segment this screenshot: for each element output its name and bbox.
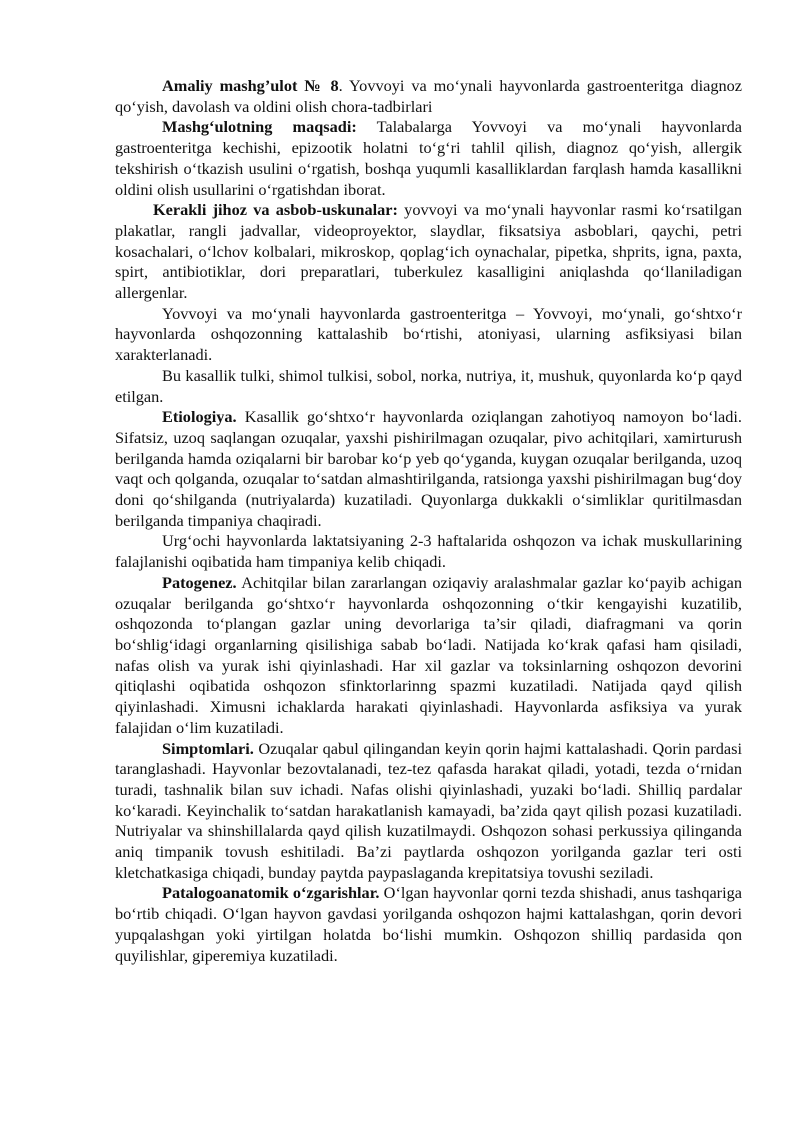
paragraph-text: Bu kasallik tulki, shimol tulkisi, sobol, norka, nutriya, it, mushuk, quyonlarda ko‘p qayd etilgan. [115, 365, 742, 406]
paragraph-species [115, 366, 742, 407]
paragraph-title [115, 76, 742, 117]
paragraph-pathogenesis [115, 573, 742, 739]
paragraph-heading: Kerakli jihoz va asbob-uskunalar: [153, 200, 398, 220]
paragraph-text: Urg‘ochi hayvonlarda laktatsiyaning 2-3 haftalarida oshqozon va ichak muskullarining falajlanishi oqibatida ham timpaniya kelib chiqadi. [115, 531, 742, 572]
paragraph-heading: Amaliy mashg’ulot № 8 [162, 76, 339, 95]
paragraph-text: Talabalarga Yovvoyi va mo‘ynali hayvonlarda gastroenteritga kechishi, epizootik holatni to‘g‘ri tahlil qilish, diagnoz qo‘yish, allergik tekshirish o‘tkazish usulini o‘rgatish, boshqa yuqumli kasalliklardan farqlash hamda kasallikni oldini olish usullarini o‘rgatishdan iborat. [115, 117, 742, 199]
paragraph-symptoms [115, 739, 742, 884]
paragraph-definition [115, 304, 742, 366]
paragraph-text: Kasallik go‘shtxo‘r hayvonlarda oziqlangan zahotiyoq namoyon bo‘ladi. Sifatsiz, uzoq saqlangan ozuqalar, yaxshi pishirilmagan ozuqalar, pivo achitqilari, xamirturush berilganda hamda oziqalarni bir barobar ko‘p yeb qo‘yganda, kuygan ozuqalar berilganda, uzoq vaqt och qolganda, ozuqalar to‘satdan almashtirilganda, ratsionga yaxshi pishirilmagan bug‘doy doni qo‘shilganda (nutriyalarda) kuzatiladi. Quyonlarga dukkakli o‘simliklar quritilmasdan berilganda timpaniya chaqiradi. [115, 407, 742, 530]
paragraph-text: yovvoyi va mo‘ynali hayvonlar rasmi ko‘rsatilgan plakatlar, rangli jadvallar, videoproyektor, slaydlar, fiksatsiya asboblari, qaychi, petri kosachalari, o‘lchov kolbalari, mikroskop, qoplag‘ich oynachalar, pipetka, shprits, igna, paxta, spirt, antibiotiklar, dori preparatlari, tuberkulez kasalligini aniqlashda qo‘llaniladigan allergenlar. [115, 200, 742, 303]
paragraph-goal [115, 117, 742, 200]
paragraph-text: Yovvoyi va mo‘ynali hayvonlarda gastroenteritga – Yovvoyi, mo‘ynali, go‘shtxo‘r hayvonlarda oshqozonning kattalashib bo‘rtishi, atoniyasi, ularning asfiksiyasi bilan xarakterlanadi. [115, 303, 742, 365]
paragraph-text: Achitqilar bilan zararlangan oziqaviy aralashmalar gazlar ko‘payib achigan ozuqalar berilganda go‘shtxo‘r hayvonlarda oshqozonning o‘tkir kengayishi kuzatilib, oshqozonda to‘plangan gazlar uning devorlariga ta’sir qiladi, diafragmani va qorin bo‘shlig‘idagi organlarning qisilishiga sabab bo‘ladi. Natijada ko‘krak qafasi ham qisiladi, nafas olish va yurak ishi qiyinlashadi. Har xil gazlar va toksinlarning oshqozon devorini qitiqlashi oqibatida oshqozon sfinktorlarinng spazmi kuzatiladi. Natijada qayd qilish qiyinlashadi. Ximusni ichaklarda harakati qiyinlashadi. Hayvonlarda asfiksiya va yurak falajidan o‘lim kuzatiladi. [115, 572, 742, 737]
paragraph-lactation [115, 531, 742, 572]
paragraph-heading: Mashg‘ulotning maqsadi: [162, 117, 357, 137]
paragraph-heading: Simptomlari. [162, 738, 254, 758]
paragraph-etiology [115, 407, 742, 531]
paragraph-equipment [115, 200, 742, 304]
paragraph-heading: Etiologiya. [162, 407, 237, 427]
paragraph-text: O‘lgan hayvonlar qorni tezda shishadi, anus tashqariga bo‘rtib chiqadi. O‘lgan hayvon gavdasi yorilganda oshqozon hajmi kattalashgan, qorin devori yupqalashgan yoki yirtilgan holatda bo‘lishi mumkin. Oshqozon shilliq pardasida qon quyilishlar, gipеremiya kuzatiladi. [115, 883, 742, 965]
paragraph-heading: Patalogoanatomik o‘zgarishlar. [162, 883, 380, 903]
document-page [115, 76, 742, 966]
paragraph-heading: Patogenez. [162, 572, 237, 592]
paragraph-text: Ozuqalar qabul qilingandan keyin qorin hajmi kattalashadi. Qorin pardasi taranglashadi. Hayvonlar bezovtalanadi, tez-tez qafasda harakat qiladi, yotadi, tezda o‘rnidan turadi, tashnalik bilan suv ichadi. Nafas olishi qiyinlashadi, yuzaki bo‘ladi. Shilliq pardalar ko‘karadi. Keyinchalik to‘satdan harakatlanish kamayadi, ba’zida qayt qilish pozasi kuzatiladi. Nutriyalar va shinshillalarda qayd qilish kuzatilmaydi. Oshqozon sohasi perkussiya qilinganda aniq timpanik tovush eshitiladi. Ba’zi paytlarda oshqozon yorilganda gazlar teri osti kletchatkasiga chiqadi, bunday paytda paypaslaganda krepitatsiya tovushi seziladi. [115, 738, 742, 882]
paragraph-text: . Yovvoyi va mo‘ynali hayvonlarda gastroenteritga diagnoz qo‘yish, davolash va oldini olish chora-tadbirlari [115, 76, 742, 116]
paragraph-pathology [115, 883, 742, 966]
